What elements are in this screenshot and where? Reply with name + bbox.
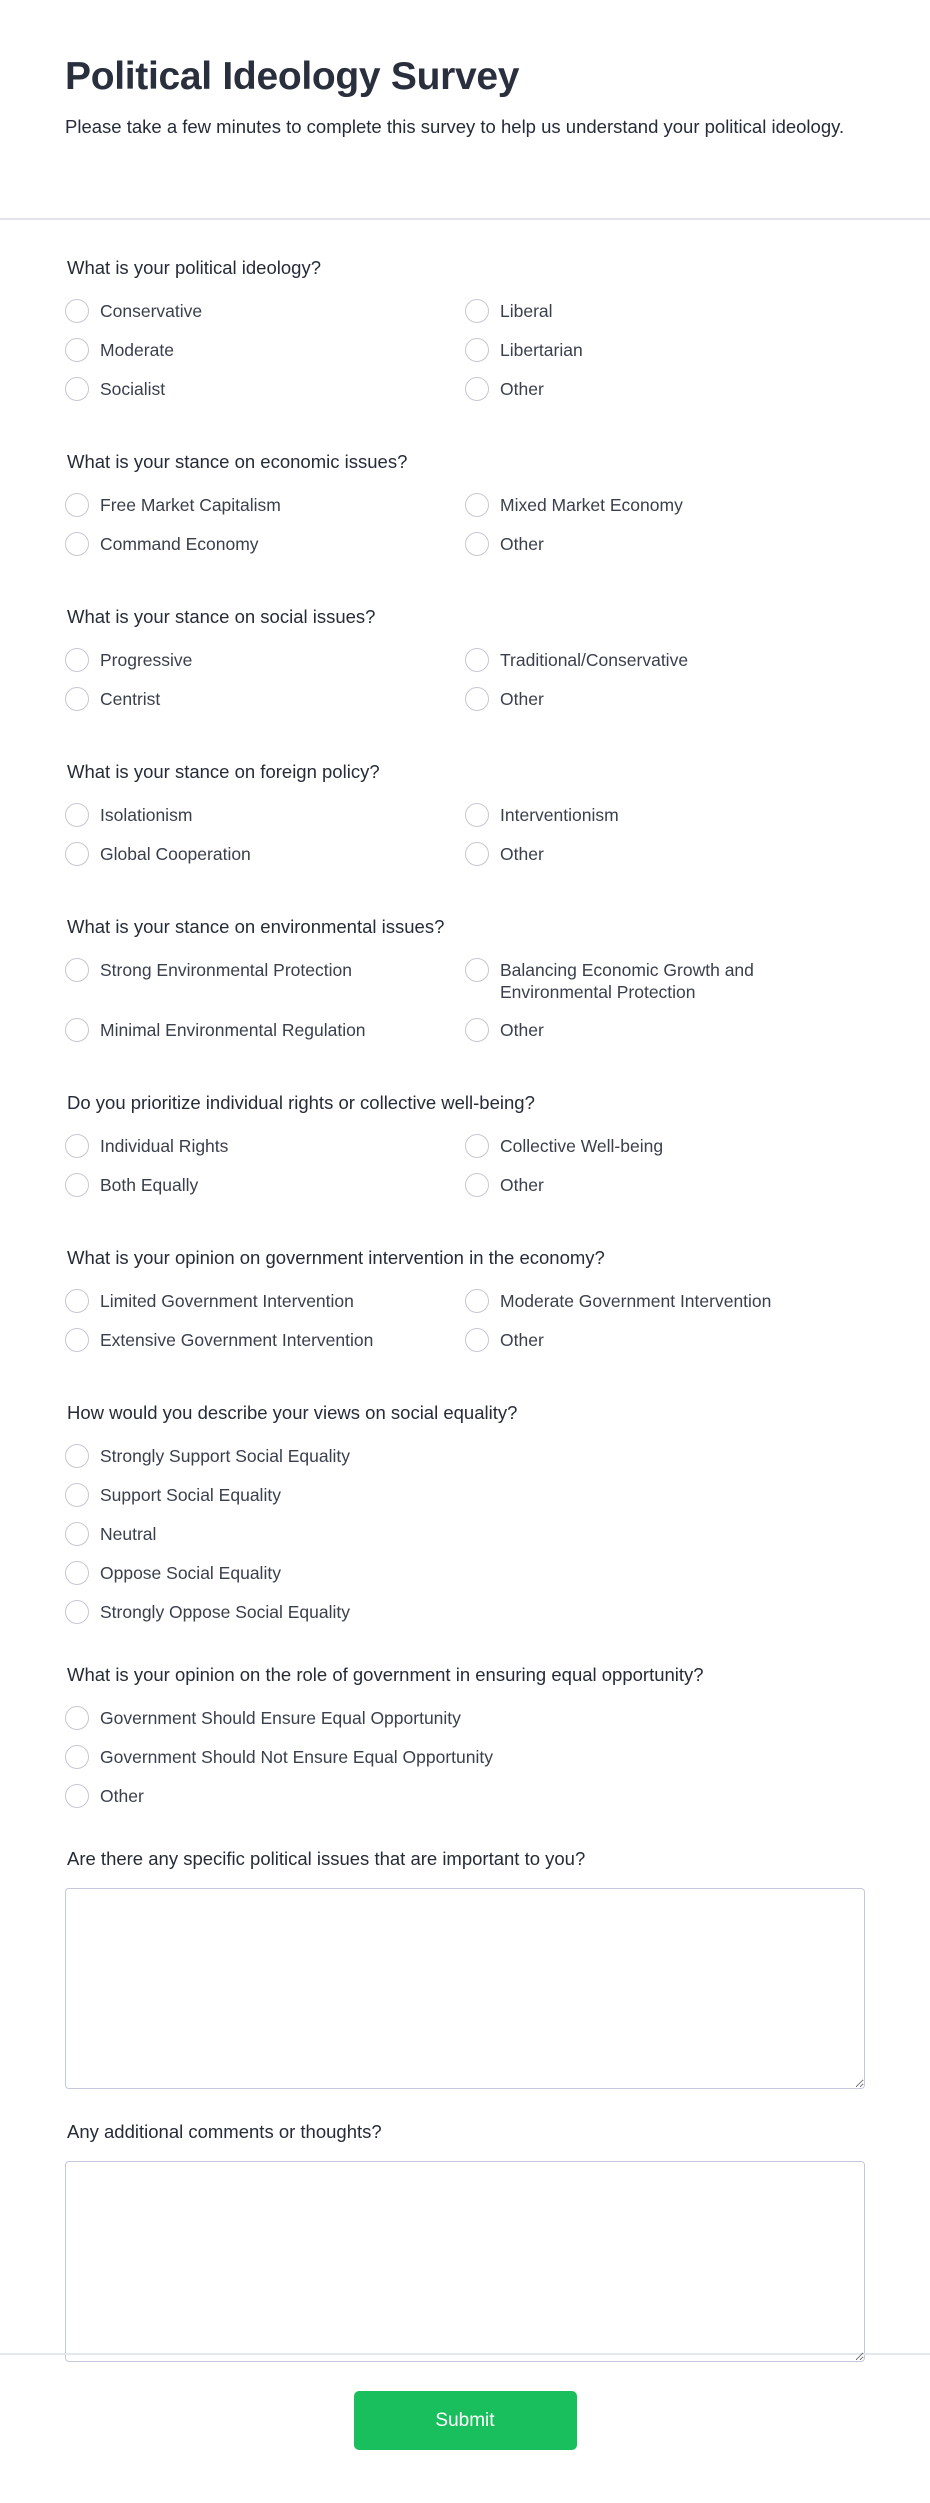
radio-option-label: Limited Government Intervention — [100, 1291, 354, 1311]
radio-option-label: Socialist — [100, 379, 166, 399]
radio-button[interactable] — [65, 842, 89, 866]
radio-button[interactable] — [65, 1561, 89, 1585]
answer-textarea[interactable] — [65, 2161, 865, 2362]
radio-option[interactable] — [465, 1282, 865, 1321]
radio-button[interactable] — [65, 1173, 89, 1197]
radio-option-label: Other — [500, 379, 544, 399]
question-4 — [65, 760, 865, 874]
form-footer — [0, 2353, 930, 2503]
question-9 — [65, 1663, 865, 1816]
radio-option[interactable] — [465, 331, 865, 370]
radio-button[interactable] — [65, 648, 89, 672]
radio-group — [65, 951, 865, 1050]
radio-option[interactable] — [465, 796, 865, 835]
question-7 — [65, 1246, 865, 1360]
radio-button[interactable] — [465, 1134, 489, 1158]
radio-group — [65, 486, 865, 564]
radio-option-label: Other — [500, 1175, 544, 1195]
radio-option-label: Other — [500, 534, 544, 554]
radio-option-label: Command Economy — [100, 534, 259, 554]
radio-button[interactable] — [465, 842, 489, 866]
radio-option-label: Traditional/Conservative — [500, 650, 689, 670]
page-title: Political Ideology Survey — [65, 55, 520, 98]
radio-button[interactable] — [465, 1289, 489, 1313]
radio-option[interactable] — [65, 1282, 465, 1321]
radio-option[interactable] — [465, 525, 865, 564]
radio-option[interactable] — [65, 1437, 865, 1476]
radio-button[interactable] — [465, 648, 489, 672]
radio-option[interactable] — [65, 680, 465, 719]
question-label: What is your opinion on the role of government in ensuring equal opportunity? — [67, 1664, 704, 1685]
radio-button[interactable] — [65, 1134, 89, 1158]
radio-option-label: Moderate Government Intervention — [500, 1291, 772, 1311]
radio-button[interactable] — [65, 532, 89, 556]
radio-group — [65, 641, 865, 719]
radio-option[interactable] — [65, 292, 465, 331]
radio-option-label: Government Should Ensure Equal Opportunity — [100, 1708, 461, 1728]
question-label: What is your stance on environmental issues? — [67, 916, 445, 937]
radio-option[interactable] — [465, 486, 865, 525]
radio-button[interactable] — [65, 687, 89, 711]
radio-option[interactable] — [465, 951, 865, 1011]
radio-button[interactable] — [65, 1522, 89, 1546]
question-1 — [65, 256, 865, 409]
radio-option[interactable] — [465, 1127, 865, 1166]
radio-group — [65, 1127, 865, 1205]
radio-option-label: Centrist — [100, 689, 161, 709]
radio-option-label: Isolationism — [100, 805, 193, 825]
radio-option-label: Interventionism — [500, 805, 619, 825]
question-label: How would you describe your views on social equality? — [67, 1402, 518, 1423]
text-question-1 — [65, 1847, 865, 2089]
radio-button[interactable] — [65, 299, 89, 323]
radio-option-label: Individual Rights — [100, 1136, 229, 1156]
radio-option-label: Oppose Social Equality — [100, 1563, 281, 1583]
submit-button[interactable]: Submit — [354, 2391, 577, 2450]
radio-button[interactable] — [65, 1745, 89, 1769]
question-label: What is your political ideology? — [67, 257, 321, 278]
radio-button[interactable] — [65, 958, 89, 982]
radio-option[interactable] — [65, 1166, 465, 1205]
radio-option-label: Liberal — [500, 301, 553, 321]
page-subtitle: Please take a few minutes to complete this survey to help us understand your political ideology. — [65, 116, 845, 137]
radio-option-label: Other — [500, 844, 544, 864]
radio-option[interactable] — [65, 1699, 865, 1738]
radio-option[interactable] — [65, 525, 465, 564]
radio-group — [65, 292, 865, 409]
radio-button[interactable] — [65, 1784, 89, 1808]
radio-option[interactable] — [65, 370, 465, 409]
radio-option[interactable] — [65, 1738, 865, 1777]
question-label: What is your opinion on government intervention in the economy? — [67, 1247, 605, 1268]
radio-option[interactable] — [65, 1593, 865, 1632]
question-8 — [65, 1401, 865, 1632]
radio-option-label: Other — [100, 1786, 144, 1806]
radio-option[interactable] — [65, 641, 465, 680]
radio-option[interactable] — [65, 1515, 865, 1554]
radio-button[interactable] — [465, 532, 489, 556]
radio-button[interactable] — [465, 299, 489, 323]
radio-button[interactable] — [65, 1289, 89, 1313]
radio-button[interactable] — [65, 1328, 89, 1352]
radio-option[interactable] — [465, 1166, 865, 1205]
question-label: What is your stance on social issues? — [67, 606, 376, 627]
radio-option-label: Libertarian — [500, 340, 583, 360]
radio-button[interactable] — [65, 1483, 89, 1507]
radio-group — [65, 1699, 865, 1816]
radio-option[interactable] — [465, 1011, 865, 1050]
radio-option-label: Support Social Equality — [100, 1485, 281, 1505]
text-question-2 — [65, 2120, 865, 2362]
question-3 — [65, 605, 865, 719]
radio-option-label: Global Cooperation — [100, 844, 251, 864]
radio-button[interactable] — [465, 377, 489, 401]
radio-option[interactable] — [65, 1011, 465, 1050]
question-6 — [65, 1091, 865, 1205]
questions-list — [65, 256, 865, 1816]
question-label: Any additional comments or thoughts? — [67, 2121, 382, 2142]
radio-option[interactable] — [465, 1321, 865, 1360]
question-label: Do you prioritize individual rights or collective well-being? — [67, 1092, 535, 1113]
question-label: What is your stance on foreign policy? — [67, 761, 380, 782]
radio-button[interactable] — [65, 1706, 89, 1730]
radio-option-label: Both Equally — [100, 1175, 199, 1195]
radio-button[interactable] — [465, 1328, 489, 1352]
radio-button[interactable] — [465, 687, 489, 711]
radio-option[interactable] — [465, 641, 865, 680]
radio-option[interactable] — [65, 1476, 865, 1515]
question-5 — [65, 915, 865, 1050]
radio-group — [65, 1437, 865, 1632]
radio-option-label: Other — [500, 689, 544, 709]
radio-option-label: Free Market Capitalism — [100, 495, 281, 515]
radio-option[interactable] — [65, 796, 465, 835]
radio-option[interactable] — [65, 1777, 865, 1816]
radio-option-label: Strongly Oppose Social Equality — [100, 1602, 350, 1622]
question-label: Are there any specific political issues that are important to you? — [67, 1848, 586, 1869]
radio-option[interactable] — [65, 486, 465, 525]
radio-option-label: Neutral — [100, 1524, 157, 1544]
radio-option-label: Government Should Not Ensure Equal Opportunity — [100, 1747, 493, 1767]
radio-button[interactable] — [65, 1018, 89, 1042]
radio-option-label: Progressive — [100, 650, 193, 670]
radio-option[interactable] — [465, 292, 865, 331]
radio-group — [65, 796, 865, 874]
radio-option[interactable] — [465, 370, 865, 409]
radio-group — [65, 1282, 865, 1360]
radio-option-label: Mixed Market Economy — [500, 495, 683, 515]
radio-button[interactable] — [465, 803, 489, 827]
radio-button[interactable] — [65, 1600, 89, 1624]
radio-button[interactable] — [65, 803, 89, 827]
radio-option[interactable] — [65, 331, 465, 370]
radio-option[interactable] — [65, 1321, 465, 1360]
radio-button[interactable] — [65, 493, 89, 517]
question-label: What is your stance on economic issues? — [67, 451, 408, 472]
question-2 — [65, 450, 865, 564]
radio-option-label: Strongly Support Social Equality — [100, 1446, 350, 1466]
radio-button[interactable] — [465, 338, 489, 362]
radio-option-label: Moderate — [100, 340, 174, 360]
radio-button[interactable] — [65, 377, 89, 401]
radio-button[interactable] — [465, 1018, 489, 1042]
radio-option-label: Strong Environmental Protection — [100, 960, 352, 980]
radio-option[interactable] — [465, 680, 865, 719]
radio-option-label: Minimal Environmental Regulation — [100, 1020, 366, 1040]
radio-option-label: Balancing Economic Growth and Environmental Protection — [500, 960, 754, 1002]
radio-option[interactable] — [465, 835, 865, 874]
radio-option-label: Other — [500, 1330, 544, 1350]
radio-option-label: Other — [500, 1020, 544, 1040]
answer-textarea[interactable] — [65, 1888, 865, 2089]
survey-form — [0, 220, 930, 2353]
survey-header — [0, 0, 930, 220]
free-text-questions — [65, 1847, 865, 2362]
radio-option[interactable] — [65, 951, 465, 1011]
radio-option-label: Collective Well-being — [500, 1136, 664, 1156]
radio-option[interactable] — [65, 835, 465, 874]
radio-button[interactable] — [465, 1173, 489, 1197]
radio-option[interactable] — [65, 1127, 465, 1166]
radio-option-label: Conservative — [100, 301, 203, 321]
radio-option-label: Extensive Government Intervention — [100, 1330, 374, 1350]
radio-option[interactable] — [65, 1554, 865, 1593]
radio-button[interactable] — [465, 493, 489, 517]
radio-button[interactable] — [65, 1444, 89, 1468]
radio-button[interactable] — [65, 338, 89, 362]
radio-button[interactable] — [465, 958, 489, 982]
